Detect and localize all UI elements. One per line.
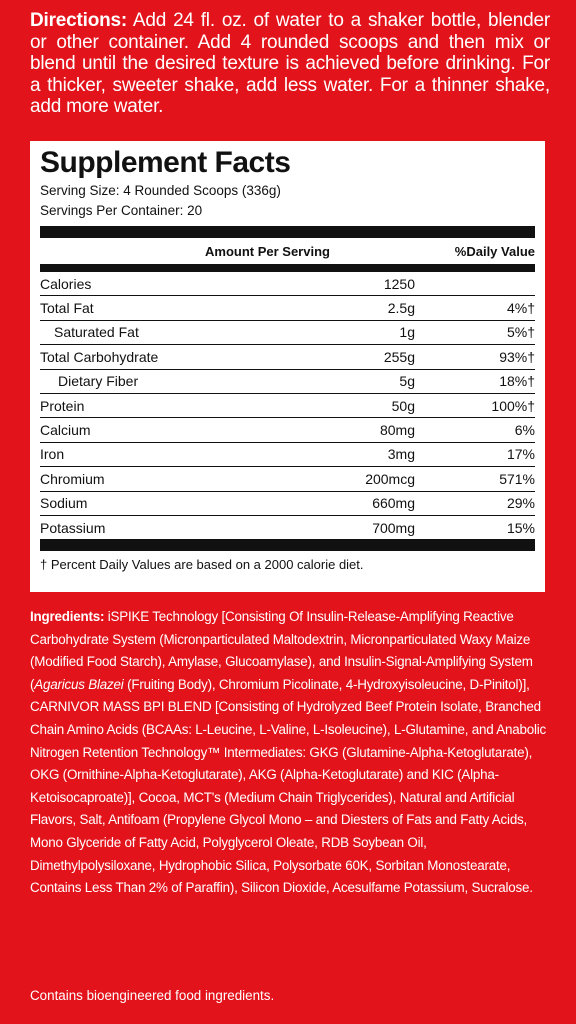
divider-thick-bottom bbox=[40, 539, 535, 551]
ingredients-label: Ingredients: bbox=[30, 609, 105, 624]
supplement-facts-panel bbox=[30, 141, 545, 592]
divider-thick bbox=[40, 226, 535, 238]
nutrient-row bbox=[40, 515, 535, 539]
header-amount: Amount Per Serving bbox=[205, 243, 330, 259]
nutrient-row bbox=[40, 491, 535, 515]
nutrient-amount: 255g bbox=[383, 348, 415, 365]
nutrient-row bbox=[40, 344, 535, 368]
nutrient-amount: 3mg bbox=[387, 446, 415, 463]
nutrient-row bbox=[40, 393, 535, 417]
nutrient-name: Total Carbohydrate bbox=[40, 348, 159, 365]
directions-body: Add 24 fl. oz. of water to a shaker bottle, blender or other container. Add 4 rounded scoops and then mix or blend until the desired texture is achieved before drinking. For a thicker, sweeter shake, add less water. For a thinner shake, add more water. bbox=[30, 10, 550, 118]
facts-title: Supplement Facts bbox=[40, 146, 291, 179]
ingredients-text bbox=[30, 606, 550, 900]
nutrient-row bbox=[40, 442, 535, 466]
nutrient-amount: 1250 bbox=[383, 275, 415, 292]
nutrient-dv: 100%† bbox=[491, 397, 535, 414]
nutrient-amount: 1g bbox=[399, 324, 415, 341]
nutrient-row bbox=[40, 417, 535, 441]
nutrient-dv: 571% bbox=[499, 470, 535, 487]
facts-header-row bbox=[40, 238, 535, 264]
nutrient-amount: 80mg bbox=[379, 422, 415, 439]
ingredients-italic: Agaricus Blazei bbox=[34, 676, 124, 692]
directions-text bbox=[30, 10, 550, 118]
serving-size: Serving Size: 4 Rounded Scoops (336g) bbox=[40, 183, 281, 198]
daily-value-footnote: † Percent Daily Values are based on a 2000 calorie diet. bbox=[40, 557, 364, 573]
nutrient-dv: 4%† bbox=[506, 300, 535, 317]
nutrient-amount: 660mg bbox=[372, 495, 415, 512]
directions-label: Directions: bbox=[30, 10, 128, 31]
nutrient-amount: 200mcg bbox=[365, 470, 415, 487]
header-daily-value: %Daily Value bbox=[454, 243, 535, 259]
nutrient-amount: 5g bbox=[399, 373, 415, 390]
nutrient-name: Calcium bbox=[40, 422, 91, 439]
nutrient-name: Protein bbox=[40, 397, 85, 414]
nutrient-name: Sodium bbox=[40, 495, 88, 512]
nutrient-name: Calories bbox=[40, 275, 92, 292]
nutrient-name: Iron bbox=[40, 446, 65, 463]
nutrient-name: Saturated Fat bbox=[54, 324, 139, 341]
nutrient-name: Dietary Fiber bbox=[58, 373, 139, 390]
nutrient-amount: 50g bbox=[391, 397, 415, 414]
nutrient-row bbox=[40, 272, 535, 295]
nutrient-name: Total Fat bbox=[40, 300, 94, 317]
nutrient-row bbox=[40, 295, 535, 319]
nutrient-row bbox=[40, 320, 535, 344]
bioengineered-statement: Contains bioengineered food ingredients. bbox=[30, 988, 275, 1003]
nutrient-amount: 700mg bbox=[372, 519, 415, 536]
nutrient-rows bbox=[40, 272, 535, 539]
nutrient-dv: 6% bbox=[514, 422, 535, 439]
nutrient-dv: 18%† bbox=[499, 373, 535, 390]
nutrient-row bbox=[40, 369, 535, 393]
nutrient-name: Potassium bbox=[40, 519, 106, 536]
servings-per-container: Servings Per Container: 20 bbox=[40, 203, 203, 218]
ingredients-body-1: iSPIKE Technology [Consisting Of Insulin-Release-Amplifying Reactive Carbohydrate System (Micronparticulated Maltodextrin, Micronparticulated Waxy Maize (Modified Food Starch), Amylase, Glucoamylase), and Insulin-Signal-Amplifying System ( bbox=[30, 609, 533, 692]
nutrient-row bbox=[40, 466, 535, 490]
divider-medium bbox=[40, 264, 535, 272]
nutrient-dv: 29% bbox=[506, 495, 535, 512]
ingredients-body-2: (Fruiting Body), Chromium Picolinate, 4-Hydroxyisoleucine, D-Pinitol)], CARNIVOR MASS BPI BLEND [Consisting of Hydrolyzed Beef Protein Isolate, Branched Chain Amino Acids (BCAAs: L-Leucine, L-Valine, L-Isoleucine), L-Glutamine, and Anabolic Nitrogen Retention Technology™ Intermediates: GKG (Glutamine-Alpha-Ketoglutarate), OKG (Ornithine-Alpha-Ketoglutarate), AKG (Alpha-Ketoglutarate) and KIC (Alpha-Ketoisocaproate)], Cocoa, MCT's (Medium Chain Triglycerides), Natural and Artificial Flavors, Salt, Antifoam (Propylene Glycol Mono – and Diesters of Fats and Fatty Acids, Mono Glyceride of Fatty Acid, Polyglycerol Oleate, RDB Soybean Oil, Dimethylpolysiloxane, Hydrophobic Silica, Polysorbate 60K, Sorbitan Monostearate, Contains Less Than 2% of Paraffin), Silicon Dioxide, Acesulfame Potassium, Sucralose. bbox=[30, 676, 547, 896]
nutrient-dv: 5%† bbox=[506, 324, 535, 341]
nutrient-dv: 93%† bbox=[499, 348, 535, 365]
nutrient-name: Chromium bbox=[40, 470, 105, 487]
nutrient-amount: 2.5g bbox=[387, 300, 415, 317]
nutrient-dv: 15% bbox=[506, 519, 535, 536]
nutrient-dv: 17% bbox=[506, 446, 535, 463]
